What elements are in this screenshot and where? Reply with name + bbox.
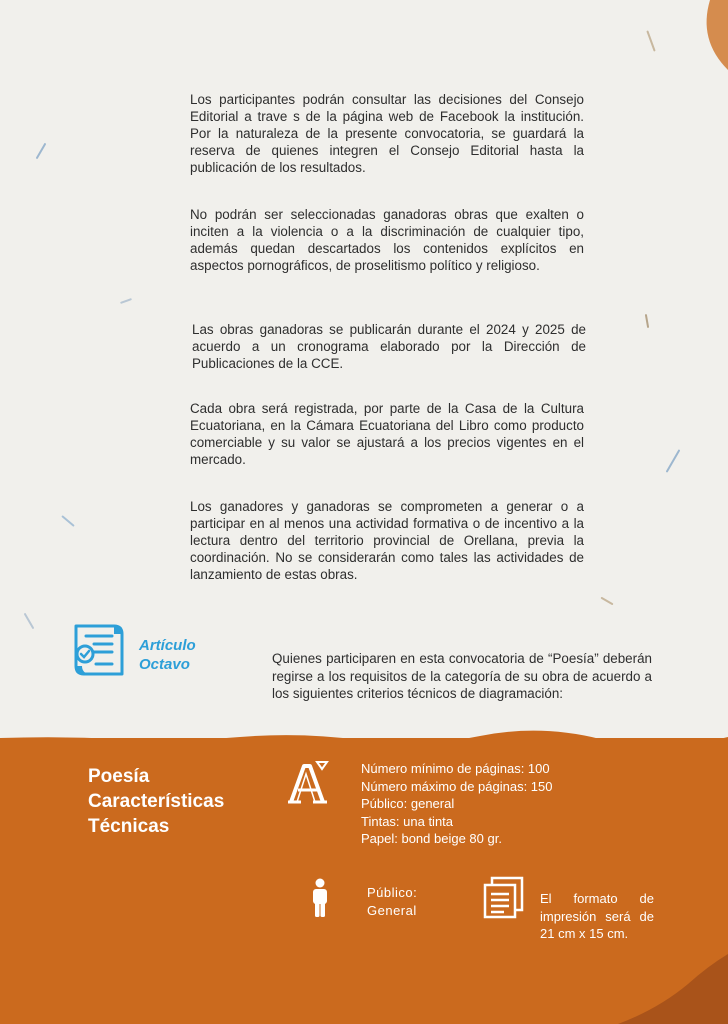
specs-title: [88, 764, 224, 839]
specs-title-line3: Técnicas: [88, 816, 170, 837]
article-heading-line1: Artículo: [139, 637, 196, 654]
corner-decoration-bottom: [618, 954, 728, 1024]
publico-info: [367, 884, 447, 919]
spec-item: Número mínimo de páginas: 100: [361, 761, 550, 776]
spec-item: Tintas: una tinta: [361, 813, 454, 829]
spec-item: Papel: bond beige 80 gr.: [361, 831, 502, 846]
paragraph-publicacion: Las obras ganadoras se publicarán durante el 2024 y 2025 de acuerdo a un cronograma elaborado por la Dirección de Publicaciones de la CCE.: [192, 322, 586, 372]
specs-list: [361, 760, 553, 848]
spec-item: Público: general: [361, 796, 455, 811]
specs-title-line2: Características: [88, 791, 225, 812]
band-torn-edge: [0, 728, 728, 742]
article-heading: [139, 636, 196, 674]
paragraph-restricciones: No podrán ser seleccionadas ganadoras obras que exalten o inciten a la violencia o a la discriminación de cualquier tipo, además quedan descartados los contenidos explícitos en aspectos pornográficos, de proselitismo político y religioso.: [190, 207, 584, 274]
font-letter-a-icon: [287, 760, 329, 806]
person-icon: [309, 878, 331, 918]
document-stack-icon: [482, 876, 526, 920]
corner-decoration-top: [688, 0, 728, 70]
article-heading-line2: Octavo: [139, 656, 190, 673]
paragraph-compromiso: Los ganadores y ganadoras se comprometen a generar o a participar en al menos una actividad formativa o de incentivo a la lectura dentro del territorio provincial de Orellana, previa la coordinación. No se considerarán como tales las actividades de lanzamiento de estas obras.: [190, 499, 584, 583]
article-body: Quienes participaren en esta convocatoria de “Poesía” deberán regirse a los requisitos de la categoría de su obra de acuerdo a los siguientes criterios técnicos de diagramación:: [272, 651, 652, 702]
contract-document-icon: [70, 620, 128, 680]
spec-item: Número máximo de páginas: 150: [361, 778, 553, 794]
publico-value: General: [367, 902, 417, 918]
publico-label: Público:: [367, 885, 418, 900]
specs-title-line1: Poesía: [88, 766, 150, 787]
format-info: El formato de impresión será de 21 cm x 15 cm.: [540, 891, 654, 941]
paragraph-registro: Cada obra será registrada, por parte de la Casa de la Cultura Ecuatoriana, en la Cámara Ecuatoriana del Libro como producto comerciable y su valor se ajustará a los precios vigentes en el mercado.: [190, 401, 584, 468]
paragraph-consejo-editorial: Los participantes podrán consultar las decisiones del Consejo Editorial a trave s de la página web de Facebook la institución. Por la naturaleza de la presente convocatoria, se guardará la reserva de quienes integren el Consejo Editorial hasta la publicación de los resultados.: [190, 92, 584, 176]
